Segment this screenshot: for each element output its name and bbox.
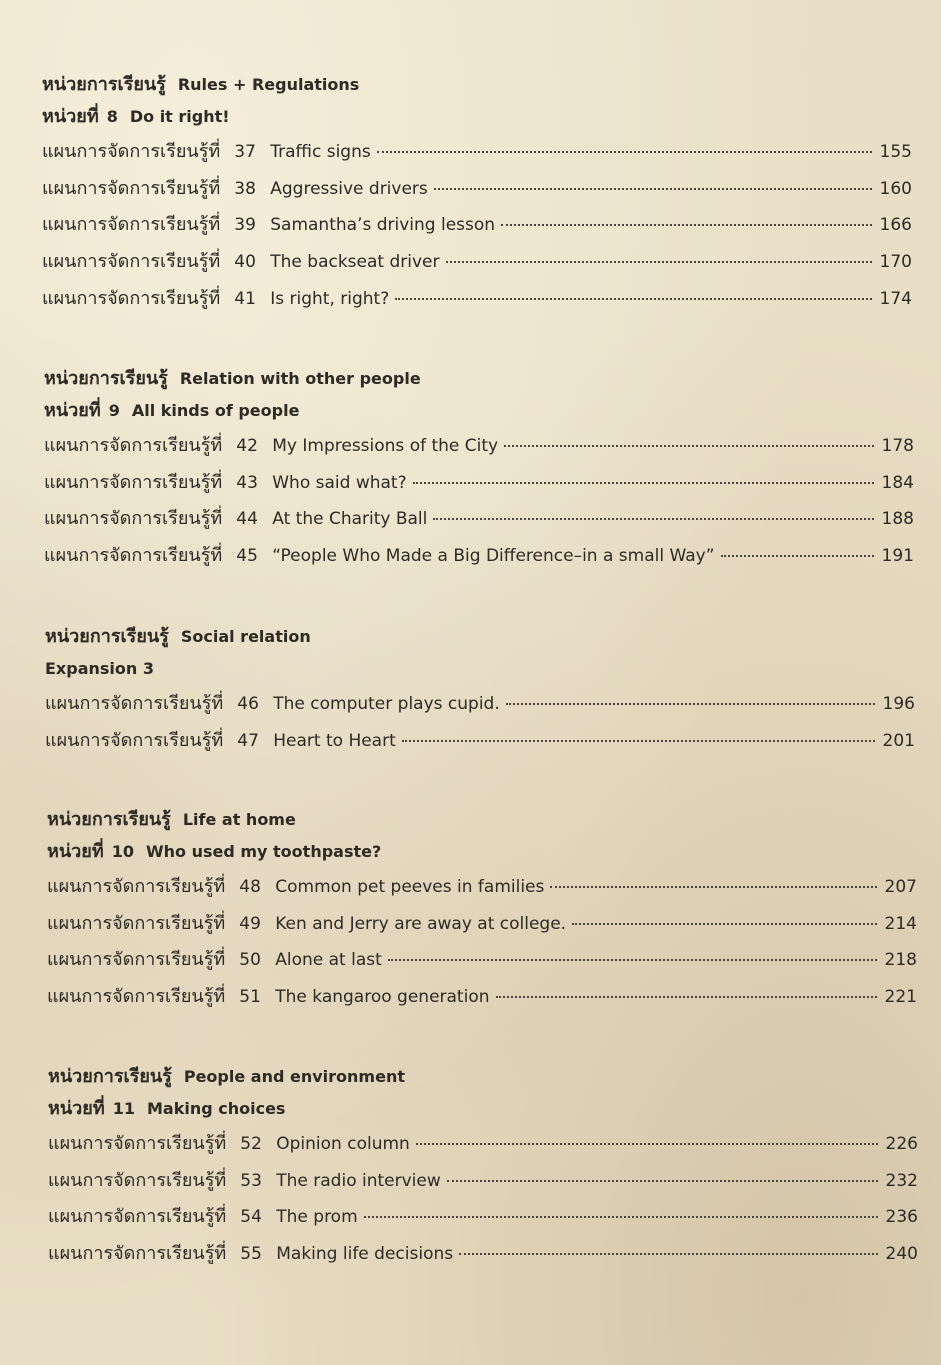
entry-page-number: 218 [884,950,917,971]
toc-entry [44,428,914,465]
toc-entry [44,465,914,502]
dot-leader [446,261,873,263]
unit-title: Rules + Regulations [177,75,360,94]
dot-leader [377,151,872,153]
entry-number: 50 [239,950,261,971]
dot-leader [572,923,877,925]
entry-label: แผนการจัดการเรียนรู้ที่ [47,949,226,971]
entry-label: แผนการจัดการเรียนรู้ที่ [47,876,226,897]
entry-number: 42 [236,436,258,456]
sub-unit-label: หน่วยที่ [47,841,104,862]
entry-page-number: 174 [879,288,912,309]
entry-label: แผนการจัดการเรียนรู้ที่ [48,1133,227,1154]
sub-unit-heading [48,1092,918,1126]
entry-title: Making life decisions [276,1244,454,1265]
entry-number: 49 [239,913,261,934]
sub-unit-title: Making choices [146,1099,286,1118]
entry-label: แผนการจัดการเรียนรู้ที่ [47,912,226,934]
sub-unit-label: หน่วยที่ [44,400,101,421]
entry-title: The prom [276,1207,358,1228]
entry-page-number: 160 [879,178,912,199]
entry-page-number: 201 [882,730,915,751]
toc-entry [45,686,915,723]
dot-leader [416,1143,878,1145]
toc-entry [44,501,914,538]
toc-entry [48,1236,918,1273]
toc-entry [47,869,917,906]
sub-unit-heading [47,835,917,869]
sub-unit-title: All kinds of people [131,401,300,420]
unit-heading [42,70,912,100]
entry-page-number: 166 [879,215,912,236]
entry-number: 53 [240,1170,262,1191]
entry-label: แผนการจัดการเรียนรู้ที่ [47,986,226,1008]
entry-label: แผนการจัดการเรียนรู้ที่ [48,1243,227,1265]
toc-section-relation-with-other-people [44,364,914,575]
toc-section-people-and-environment [48,1062,918,1273]
dot-leader [447,1180,878,1182]
entry-title: Heart to Heart [273,730,396,751]
sub-unit-title: Do it right! [129,107,230,126]
dot-leader [364,1216,878,1218]
entry-label: แผนการจัดการเรียนรู้ที่ [48,1169,227,1191]
entry-label: แผนการจัดการเรียนรู้ที่ [42,177,221,199]
toc-section-life-at-home [47,805,917,1016]
toc-entry [47,906,917,943]
entry-number: 39 [234,215,256,236]
dot-leader [402,740,875,742]
entry-page-number: 155 [879,142,912,162]
entry-label: แผนการจัดการเรียนรู้ที่ [42,141,221,162]
entry-page-number: 226 [885,1134,918,1154]
entry-title: My Impressions of the City [272,436,499,456]
entry-page-number: 178 [881,436,914,456]
dot-leader [413,482,874,484]
entry-number: 47 [237,730,259,751]
unit-heading [48,1062,918,1092]
entry-page-number: 170 [879,252,912,273]
toc-section-social-relation [45,622,915,759]
entry-title: Traffic signs [270,142,371,162]
entry-title: Aggressive drivers [270,178,428,199]
dot-leader [721,555,875,557]
entry-title: Is right, right? [270,288,390,309]
dot-leader [395,298,872,300]
toc-entry [48,1126,918,1163]
entry-label: แผนการจัดการเรียนรู้ที่ [42,251,221,273]
toc-entry [42,244,912,281]
dot-leader [459,1253,878,1255]
sub-unit-number: 10 [111,842,134,861]
entry-label: แผนการจัดการเรียนรู้ที่ [44,471,223,493]
dot-leader [501,224,872,226]
entry-label: แผนการจัดการเรียนรู้ที่ [45,693,224,714]
toc-entry [42,207,912,244]
dot-leader [388,959,877,961]
unit-label: หน่วยการเรียนรู้ [45,626,169,647]
entry-title: “People Who Made a Big Difference–in a small Way” [272,546,715,567]
toc-entry [42,134,912,171]
unit-label: หน่วยการเรียนรู้ [44,368,168,389]
entry-label: แผนการจัดการเรียนรู้ที่ [48,1206,227,1228]
dot-leader [434,188,872,190]
dot-leader [504,445,874,447]
entry-number: 44 [236,509,258,530]
entry-page-number: 221 [884,987,917,1008]
entry-page-number: 232 [885,1170,918,1191]
sub-unit-label: หน่วยที่ [48,1098,105,1119]
entry-page-number: 240 [885,1244,918,1265]
toc-section-rules-regulations [42,70,912,317]
entry-page-number: 191 [881,546,914,567]
entry-title: The backseat driver [270,252,440,273]
entry-number: 37 [234,142,256,162]
unit-title: Relation with other people [179,369,421,388]
sub-unit-heading [45,652,915,686]
entry-title: Alone at last [275,950,382,971]
toc-entry [47,942,917,979]
entry-number: 55 [240,1244,262,1265]
entry-title: Opinion column [276,1134,410,1154]
entry-label: แผนการจัดการเรียนรู้ที่ [44,435,223,456]
unit-heading [44,364,914,394]
entry-title: The kangaroo generation [275,987,490,1008]
entry-number: 51 [239,987,261,1008]
unit-label: หน่วยการเรียนรู้ [48,1066,172,1087]
entry-page-number: 214 [884,913,917,934]
toc-entry [45,723,915,760]
entry-page-number: 184 [881,472,914,493]
entry-label: แผนการจัดการเรียนรู้ที่ [44,545,223,567]
unit-label: หน่วยการเรียนรู้ [47,809,171,830]
entry-number: 54 [240,1207,262,1228]
entry-number: 45 [236,546,258,567]
entry-label: แผนการจัดการเรียนรู้ที่ [45,729,224,751]
entry-page-number: 236 [885,1207,918,1228]
dot-leader [433,518,874,520]
toc-entry [48,1199,918,1236]
entry-title: The radio interview [276,1170,441,1191]
toc-entry [44,538,914,575]
sub-unit-heading [44,394,914,428]
unit-title: People and environment [183,1067,405,1086]
toc-entry [48,1163,918,1200]
sub-unit-number: 11 [112,1099,135,1118]
entry-number: 48 [239,877,261,897]
toc-entry [47,979,917,1016]
unit-heading [45,622,915,652]
entry-title: Samantha’s driving lesson [270,215,496,236]
sub-unit-heading [42,100,912,134]
entry-label: แผนการจัดการเรียนรู้ที่ [42,214,221,236]
entry-number: 46 [237,694,259,714]
unit-label: หน่วยการเรียนรู้ [42,74,166,95]
sub-unit-title: Who used my toothpaste? [145,842,382,861]
unit-title: Life at home [182,810,296,829]
sub-unit-label: หน่วยที่ [42,106,99,127]
entry-page-number: 196 [882,694,915,714]
entry-page-number: 188 [881,509,914,530]
sub-unit-number: 9 [108,401,120,420]
entry-title: The computer plays cupid. [273,694,500,714]
entry-label: แผนการจัดการเรียนรู้ที่ [42,287,221,309]
entry-label: แผนการจัดการเรียนรู้ที่ [44,508,223,530]
entry-number: 43 [236,472,258,493]
entry-title: Common pet peeves in families [275,877,545,897]
toc-entry [42,281,912,318]
entry-title: Who said what? [272,472,407,493]
entry-title: Ken and Jerry are away at college. [275,913,567,934]
sub-unit-title: Expansion 3 [45,659,154,678]
toc-entry [42,171,912,208]
entry-number: 40 [234,252,256,273]
dot-leader [496,996,878,998]
entry-number: 38 [234,178,256,199]
sub-unit-number: 8 [106,107,118,126]
dot-leader [506,703,875,705]
entry-title: At the Charity Ball [272,509,428,530]
entry-number: 52 [240,1134,262,1154]
entry-page-number: 207 [884,877,917,897]
unit-title: Social relation [180,627,311,646]
unit-heading [47,805,917,835]
entry-number: 41 [234,288,256,309]
dot-leader [550,886,877,888]
